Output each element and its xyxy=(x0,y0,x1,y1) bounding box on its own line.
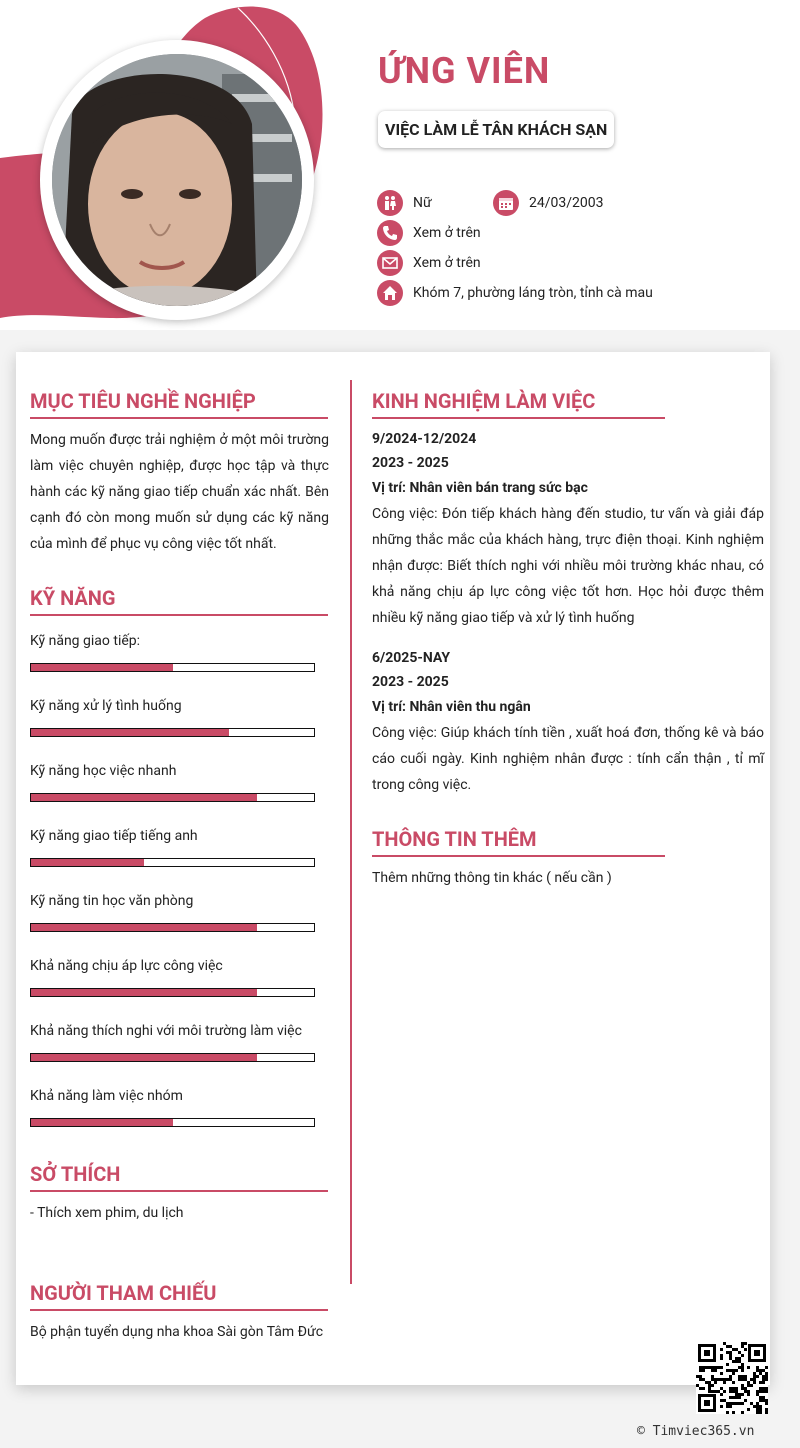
exp-1-position: Vị trí: Nhân viên bán trang sức bạc xyxy=(372,480,588,496)
objective-text: Mong muốn được trải nghiệm ở một môi trường làm việc chuyên nghiệp, được học tập và thực hành các kỹ năng giao tiếp chuẩn xác nhất. Bên cạnh đó còn mong muốn sử dụng các kỹ năng của mình để phục vụ công việc tốt nhất. xyxy=(30,432,329,552)
experience-title: KINH NGHIỆM LÀM VIỆC xyxy=(372,389,665,419)
skill-label: Khả năng chịu áp lực công việc xyxy=(30,958,223,974)
references-title: NGƯỜI THAM CHIẾU xyxy=(30,1281,328,1311)
candidate-name: ỨNG VIÊN xyxy=(378,50,551,92)
exp-2-position: Vị trí: Nhân viên thu ngân xyxy=(372,699,531,715)
skill-bar xyxy=(30,728,315,737)
objective-title: MỤC TIÊU NGHỀ NGHIỆP xyxy=(30,389,328,419)
email-icon xyxy=(377,250,403,276)
address-value: Khóm 7, phường láng tròn, tỉnh cà mau xyxy=(413,285,653,301)
email-row xyxy=(377,250,481,276)
phone-icon xyxy=(377,220,403,246)
extra-info-title: THÔNG TIN THÊM xyxy=(372,827,665,857)
exp-2-description: Công việc: Giúp khách tính tiền , xuất hoá đơn, thống kê và báo cáo cuối ngày. Kinh nghiệm nhân được : tính cẩn thận , tỉ mĩ trong công việc. xyxy=(372,725,764,793)
skill-bar-fill xyxy=(31,664,173,671)
qr-code xyxy=(696,1342,768,1414)
skill-bar xyxy=(30,1053,315,1062)
calendar-icon xyxy=(493,190,519,216)
exp-1-description: Công việc: Đón tiếp khách hàng đến studio, tư vấn và giải đáp những thắc mắc của khách hàng, trực điện thoại. Kinh nghiệm nhận được: Biết thích nghi với nhiều môi trường khác nhau, có khả năng chịu áp lực công việc tốt hơn. Học hỏi được thêm nhiều kỹ năng giao tiếp và xử lý tình huống xyxy=(372,506,764,626)
birthday-value: 24/03/2003 xyxy=(529,195,604,211)
hobbies-text: - Thích xem phim, du lịch xyxy=(30,1205,184,1221)
gender-value: Nữ xyxy=(413,195,432,211)
skill-label: Kỹ năng học việc nhanh xyxy=(30,763,177,779)
gender-row xyxy=(377,190,432,216)
skill-bar xyxy=(30,923,315,932)
skill-bar-fill xyxy=(31,924,257,931)
birthday-row xyxy=(493,190,604,216)
references-text: Bộ phận tuyển dụng nha khoa Sài gòn Tâm Đức xyxy=(30,1324,324,1340)
skill-bar xyxy=(30,1118,315,1127)
gender-icon xyxy=(377,190,403,216)
home-icon xyxy=(377,280,403,306)
skill-bar-fill xyxy=(31,1119,173,1126)
address-row xyxy=(377,280,653,306)
skill-bar-fill xyxy=(31,1054,257,1061)
exp-2-years: 2023 - 2025 xyxy=(372,674,449,690)
skill-bar-fill xyxy=(31,989,257,996)
skill-bar-fill xyxy=(31,859,144,866)
skill-bar-fill xyxy=(31,794,257,801)
skill-bar xyxy=(30,858,315,867)
avatar xyxy=(52,54,302,306)
skill-bar xyxy=(30,793,315,802)
skill-label: Kỹ năng giao tiếp tiếng anh xyxy=(30,828,198,844)
skill-label: Khả năng làm việc nhóm xyxy=(30,1088,183,1104)
skill-bar xyxy=(30,988,315,997)
exp-1-years: 2023 - 2025 xyxy=(372,455,449,471)
skill-label: Khả năng thích nghi với môi trường làm việc xyxy=(30,1023,302,1039)
skill-label: Kỹ năng giao tiếp: xyxy=(30,633,141,649)
extra-info-text: Thêm những thông tin khác ( nếu cần ) xyxy=(372,870,612,886)
skill-bar xyxy=(30,663,315,672)
column-divider xyxy=(350,380,352,1284)
phone-value: Xem ở trên xyxy=(413,225,481,241)
skill-bar-fill xyxy=(31,729,229,736)
email-value: Xem ở trên xyxy=(413,255,481,271)
hobbies-title: SỞ THÍCH xyxy=(30,1162,328,1192)
skills-title: KỸ NĂNG xyxy=(30,586,328,616)
skill-label: Kỹ năng tin học văn phòng xyxy=(30,893,194,909)
phone-row xyxy=(377,220,481,246)
skill-label: Kỹ năng xử lý tình huống xyxy=(30,698,182,714)
exp-2-period: 6/2025-NAY xyxy=(372,650,451,666)
copyright: © Timviec365.vn xyxy=(637,1424,755,1439)
exp-1-period: 9/2024-12/2024 xyxy=(372,431,477,447)
job-title: VIỆC LÀM LỄ TÂN KHÁCH SẠN xyxy=(378,111,614,148)
